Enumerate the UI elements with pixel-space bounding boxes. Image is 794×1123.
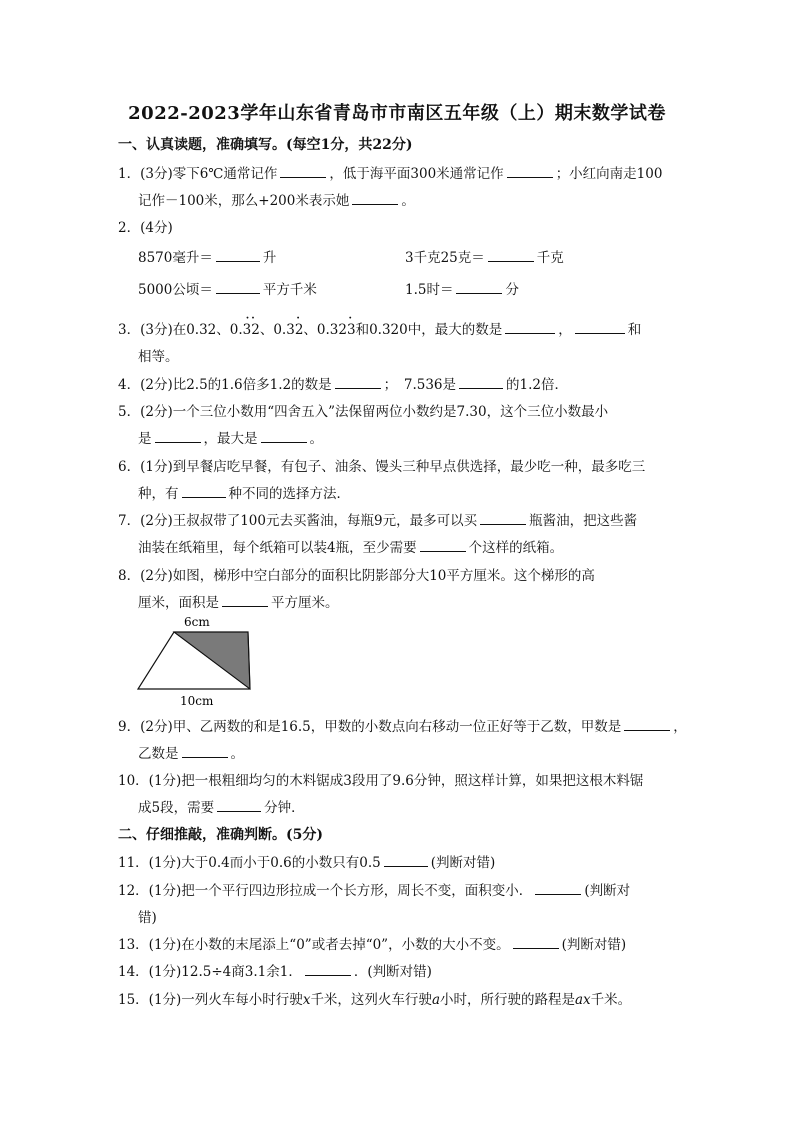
answer-blank[interactable] — [182, 744, 228, 758]
question-5-line-1: 5．(2分)一个三位小数用“四舍五入”法保留两位小数约是7.30，这个三位小数最小 — [118, 404, 609, 420]
answer-blank[interactable] — [488, 248, 534, 262]
question-2-row-2: 5000公顷＝ 平方千米 — [138, 282, 317, 298]
answer-blank[interactable] — [384, 853, 428, 867]
repeating-decimal: · 2 — [294, 313, 304, 338]
question-5-line-2: 是 ，最大是 。 — [138, 431, 323, 447]
answer-blank[interactable] — [280, 164, 326, 178]
question-2-row-1: 8570毫升＝ 升 — [138, 250, 277, 266]
answer-blank[interactable] — [513, 935, 559, 949]
section-2-heading: 二、仔细推敲，准确判断。(5分) — [118, 827, 323, 843]
repeating-decimal: · 3 — [346, 313, 356, 338]
answer-blank[interactable] — [217, 798, 261, 812]
question-12-line-1: 12．(1分)把一个平行四边形拉成一个长方形，周长不变，面积变小． (判断对 — [118, 883, 631, 899]
question-1-line-2: 记作－100米，那么+200米表示她 。 — [138, 193, 415, 209]
answer-blank[interactable] — [261, 429, 307, 443]
answer-blank[interactable] — [182, 484, 226, 498]
answer-blank[interactable] — [352, 191, 398, 205]
question-10-line-1: 10．(1分)把一根粗细均匀的木料锯成3段用了9.6分钟，照这样计算，如果把这根木料锯 — [118, 773, 644, 789]
question-2-row-2-right: 1.5时＝ 分 — [405, 282, 519, 298]
question-12-line-2: 错) — [138, 910, 157, 926]
question-6-line-2: 种，有 种不同的选择方法． — [138, 486, 350, 502]
question-11: 11．(1分)大于0.4而小于0.6的小数只有0.5 (判断对错) — [118, 855, 496, 871]
question-7-line-1: 7．(2分)王叔叔带了100元去买酱油，每瓶9元，最多可以买 瓶酱油，把这些酱 — [118, 513, 638, 529]
answer-blank[interactable] — [456, 280, 502, 294]
answer-blank[interactable] — [216, 248, 260, 262]
answer-blank[interactable] — [155, 429, 201, 443]
answer-blank[interactable] — [624, 717, 670, 731]
answer-blank[interactable] — [505, 320, 555, 334]
question-9-line-2: 乙数是 。 — [138, 746, 244, 762]
answer-blank[interactable] — [507, 164, 553, 178]
answer-blank[interactable] — [459, 375, 503, 389]
answer-blank[interactable] — [216, 280, 260, 294]
question-15: 15．(1分)一列火车每小时行驶x千米，这列火车行驶a小时，所行驶的路程是ax千米。 — [118, 992, 632, 1008]
answer-blank[interactable] — [575, 320, 625, 334]
question-13: 13．(1分)在小数的末尾添上“0”或者去掉“0”，小数的大小不变。 (判断对错) — [118, 937, 627, 953]
question-14: 14．(1分)12.5÷4商3.1余1． ．(判断对错) — [118, 964, 432, 980]
question-8-line-2: 厘米，面积是 平方厘米。 — [138, 595, 339, 611]
question-2-row-1-right: 3千克25克＝ 千克 — [405, 250, 564, 266]
question-9-line-1: 9．(2分)甲、乙两数的和是16.5，甲数的小数点向右移动一位正好等于乙数，甲数是 ， — [118, 719, 687, 735]
trapezoid-figure — [134, 614, 264, 710]
answer-blank[interactable] — [420, 538, 466, 552]
question-3-line-2: 相等。 — [138, 349, 179, 365]
question-1-line-1: 1．(3分)零下6℃通常记作 ，低于海平面300米通常记作 ；小红向南走100 — [118, 166, 663, 182]
page-title: 2022-2023学年山东省青岛市市南区五年级（上）期末数学试卷 — [128, 103, 666, 124]
figure-top-label: 6cm — [184, 615, 210, 629]
question-8-line-1: 8．(2分)如图，梯形中空白部分的面积比阴影部分大10平方厘米。这个梯形的高 — [118, 568, 595, 584]
repeating-decimal: ·· 32 — [242, 313, 260, 338]
question-10-line-2: 成5段，需要 分钟． — [138, 800, 305, 816]
answer-blank[interactable] — [535, 881, 581, 895]
answer-blank[interactable] — [335, 375, 381, 389]
figure-bottom-label: 10cm — [180, 694, 214, 708]
answer-blank[interactable] — [222, 593, 268, 607]
answer-blank[interactable] — [480, 511, 526, 525]
question-6-line-1: 6．(1分)到早餐店吃早餐，有包子、油条、馒头三种早点供选择，最少吃一种，最多吃三 — [118, 459, 646, 475]
question-4: 4．(2分)比2.5的1.6倍多1.2的数是 ； 7.536是 的1.2倍． — [118, 377, 569, 393]
question-2-header: 2．(4分) — [118, 220, 173, 236]
section-1-heading: 一、认真读题，准确填写。(每空1分，共22分) — [118, 137, 413, 153]
question-3-line-1: 3．(3分)在0.32、0. ·· 32、0.3 · 2、0.32 · 3和0.320中，最大的数是 ， 和 — [118, 313, 642, 338]
answer-blank[interactable] — [305, 962, 351, 976]
question-7-line-2: 油装在纸箱里，每个纸箱可以装4瓶，至少需要 个这样的纸箱。 — [138, 540, 564, 556]
